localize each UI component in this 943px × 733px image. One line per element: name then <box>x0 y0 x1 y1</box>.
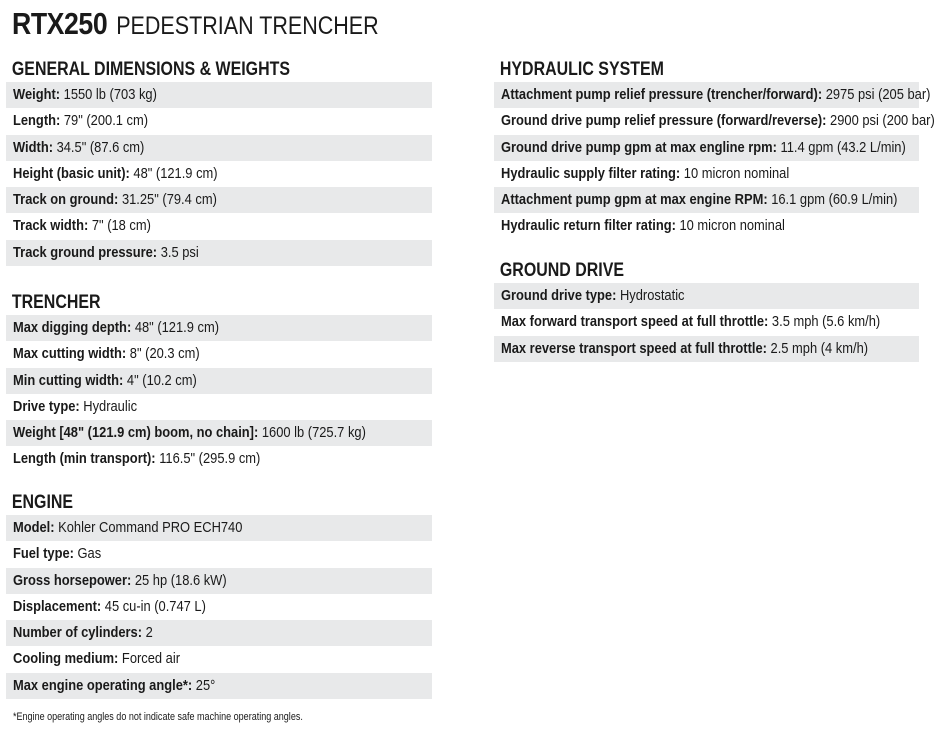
spec-value: 48" (121.9 cm) <box>131 319 219 336</box>
spec-row <box>6 240 432 266</box>
spec-value: 25° <box>192 676 216 694</box>
spec-value: 1600 lb (725.7 kg) <box>258 424 366 442</box>
spec-label: Attachment pump gpm at max engine RPM: <box>501 191 768 209</box>
section-heading: GENERAL DIMENSIONS & WEIGHTS <box>11 59 291 80</box>
spec-label: Ground drive pump relief pressure (forward/reverse): <box>501 112 827 130</box>
spec-value: 116.5" (295.9 cm) <box>155 450 261 468</box>
section-hydraulic-system <box>494 58 935 240</box>
spec-value: Gas <box>73 545 102 563</box>
spec-label: Track width: <box>13 217 89 235</box>
section-heading: ENGINE <box>11 492 74 513</box>
spec-value: Kohler Command PRO ECH740 <box>54 519 243 536</box>
spec-label: Max forward transport speed at full throttle: <box>501 313 769 331</box>
spec-label: Max digging depth: <box>13 319 132 336</box>
spec-label: Number of cylinders: <box>13 624 143 642</box>
spec-row <box>494 161 919 187</box>
spec-row <box>494 187 919 213</box>
spec-label: Width: <box>13 138 54 156</box>
spec-label: Height (basic unit): <box>13 164 130 182</box>
spec-row <box>6 673 432 699</box>
spec-value: 3.5 mph (5.6 km/h) <box>768 313 881 331</box>
spec-value: 8" (20.3 cm) <box>126 345 200 363</box>
spec-label: Length (min transport): <box>13 450 156 468</box>
spec-row <box>6 135 432 161</box>
section-heading: HYDRAULIC SYSTEM <box>499 59 664 80</box>
spec-list <box>6 315 432 473</box>
spec-list <box>6 515 432 699</box>
spec-value: 31.25" (79.4 cm) <box>118 191 217 209</box>
spec-value: 34.5" (87.6 cm) <box>53 138 145 156</box>
spec-label: Max reverse transport speed at full throttle: <box>501 339 767 357</box>
spec-row <box>6 82 432 108</box>
spec-row <box>494 309 919 335</box>
spec-value: Hydrostatic <box>616 287 685 304</box>
spec-label: Displacement: <box>13 597 102 615</box>
spec-row <box>6 646 432 672</box>
spec-row <box>494 336 919 362</box>
spec-label: Track on ground: <box>13 191 119 209</box>
spec-value: 45 cu-in (0.747 L) <box>101 597 206 615</box>
spec-label: Gross horsepower: <box>13 571 132 589</box>
spec-value: Hydraulic <box>79 397 138 415</box>
spec-value: Forced air <box>118 650 181 668</box>
spec-row <box>6 420 432 446</box>
spec-row <box>6 368 432 394</box>
spec-value: 16.1 gpm (60.9 L/min) <box>767 191 898 209</box>
spec-list <box>494 283 919 362</box>
spec-value: 2900 psi (200 bar) <box>826 112 935 130</box>
spec-row <box>494 108 935 134</box>
spec-value: 2.5 mph (4 km/h) <box>766 339 869 357</box>
page-title <box>12 6 379 42</box>
spec-value: 3.5 psi <box>157 243 199 261</box>
spec-row <box>6 161 432 187</box>
spec-label: Hydraulic return filter rating: <box>501 217 676 235</box>
spec-row <box>6 594 432 620</box>
spec-row <box>494 82 931 108</box>
spec-value: 2975 psi (205 bar) <box>822 86 931 103</box>
spec-label: Attachment pump relief pressure (trencher/forward): <box>501 86 823 103</box>
section-general-dimensions <box>6 58 432 266</box>
spec-label: Length: <box>13 112 61 130</box>
spec-value: 10 micron nominal <box>675 217 785 235</box>
spec-row <box>6 315 432 341</box>
spec-label: Cooling medium: <box>13 650 119 668</box>
section-ground-drive <box>494 259 919 362</box>
spec-list <box>494 82 935 240</box>
spec-value: 4" (10.2 cm) <box>123 371 197 389</box>
spec-list <box>6 82 432 266</box>
spec-label: Max cutting width: <box>13 345 127 363</box>
spec-row <box>6 568 432 594</box>
spec-row <box>494 135 919 161</box>
spec-row <box>6 394 432 420</box>
product-name: PEDESTRIAN TRENCHER <box>116 12 379 40</box>
spec-label: Track ground pressure: <box>13 243 158 261</box>
spec-row <box>494 283 919 309</box>
footnote: *Engine operating angles do not indicate safe machine operating angles. <box>13 711 303 723</box>
section-heading: GROUND DRIVE <box>499 260 625 281</box>
section-trencher <box>6 291 432 473</box>
spec-value: 25 hp (18.6 kW) <box>131 571 227 589</box>
model-number: RTX250 <box>12 6 108 41</box>
spec-label: Weight [48" (121.9 cm) boom, no chain]: <box>13 424 259 442</box>
spec-row <box>6 620 432 646</box>
spec-label: Fuel type: <box>13 545 74 563</box>
spec-label: Hydraulic supply filter rating: <box>501 164 681 182</box>
spec-label: Drive type: <box>13 397 80 415</box>
spec-row <box>6 213 432 239</box>
spec-row <box>6 541 432 567</box>
spec-row <box>494 213 919 239</box>
spec-label: Min cutting width: <box>13 371 124 389</box>
spec-label: Ground drive type: <box>501 287 617 304</box>
spec-label: Ground drive pump gpm at max engline rpm: <box>501 138 777 156</box>
spec-label: Weight: <box>13 86 61 103</box>
section-engine <box>6 491 432 699</box>
spec-value: 2 <box>142 624 153 642</box>
spec-row <box>6 446 432 472</box>
spec-row <box>6 108 432 134</box>
spec-row <box>6 341 432 367</box>
spec-value: 10 micron nominal <box>680 164 790 182</box>
section-heading: TRENCHER <box>11 292 101 313</box>
spec-value: 48" (121.9 cm) <box>129 164 218 182</box>
spec-value: 11.4 gpm (43.2 L/min) <box>776 138 906 156</box>
spec-label: Model: <box>13 519 55 536</box>
spec-row <box>6 515 432 541</box>
spec-label: Max engine operating angle*: <box>13 676 193 694</box>
spec-row <box>6 187 432 213</box>
spec-value: 79" (200.1 cm) <box>60 112 149 130</box>
spec-value: 1550 lb (703 kg) <box>60 86 157 103</box>
spec-value: 7" (18 cm) <box>88 217 151 235</box>
